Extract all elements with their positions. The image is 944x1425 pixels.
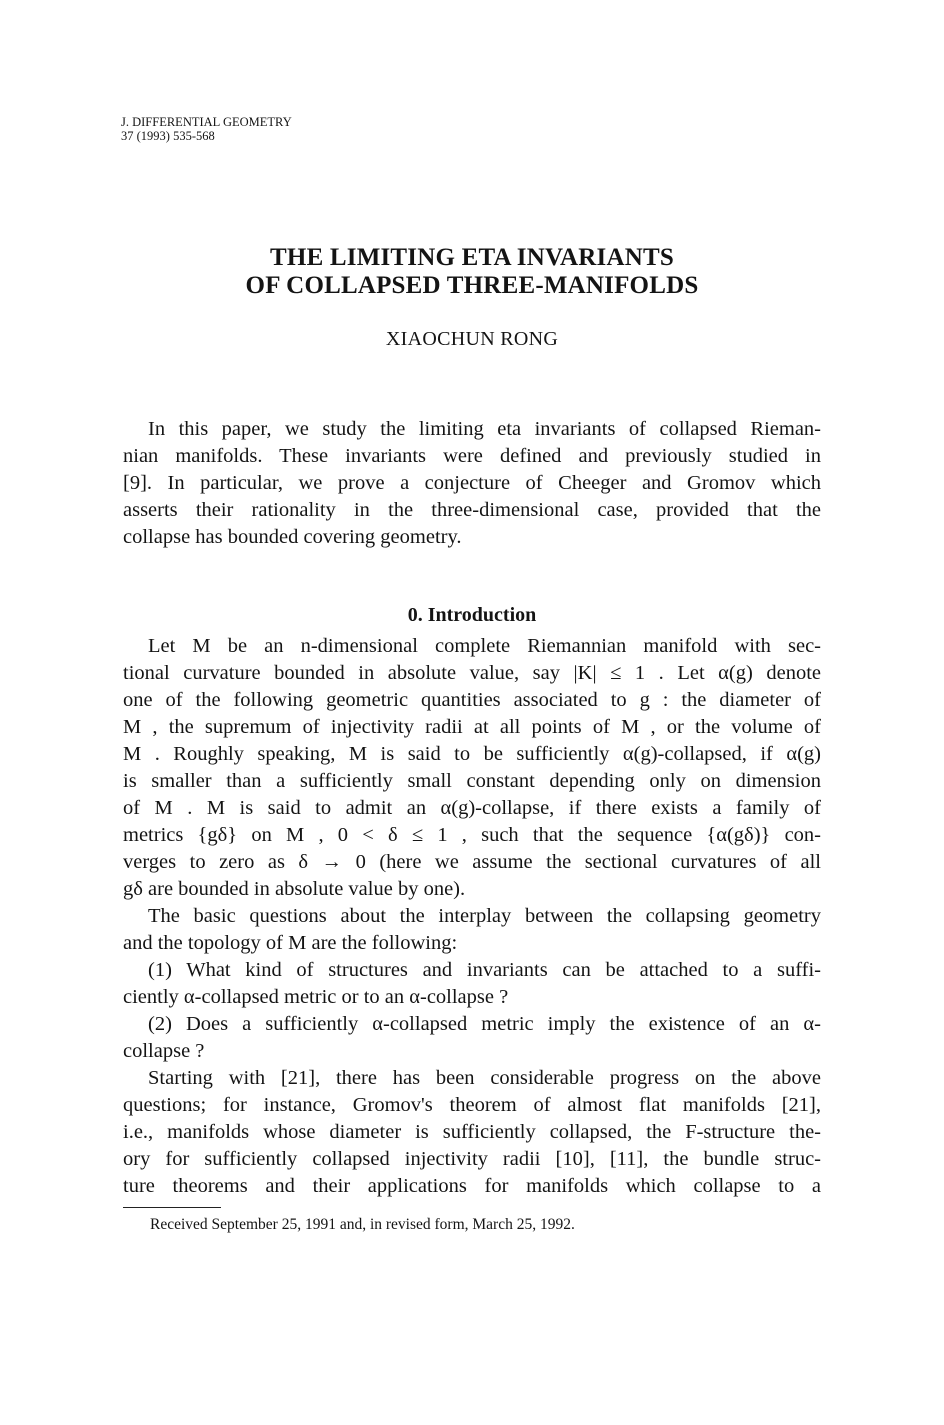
- body-line: ture theorems and their applications for manifolds which collapse to a: [123, 1175, 821, 1197]
- paper-title: [0, 244, 944, 300]
- journal-name: J. DIFFERENTIAL GEOMETRY: [121, 115, 292, 129]
- body-line: gδ are bounded in absolute value by one).: [123, 878, 466, 900]
- journal-citation: 37 (1993) 535-568: [121, 129, 215, 143]
- body-line: tional curvature bounded in absolute value, say |K| ≤ 1 . Let α(g) denote: [123, 662, 821, 684]
- body-line: Let M be an n-dimensional complete Riemannian manifold with sec-: [148, 635, 821, 657]
- abstract: [123, 416, 821, 551]
- body-line: and the topology of M are the following:: [123, 932, 458, 954]
- body-line: ory for sufficiently collapsed injectivity radii [10], [11], the bundle struc-: [123, 1148, 821, 1170]
- introduction-body: [123, 633, 821, 1200]
- abstract-line: nian manifolds. These invariants were defined and previously studied in: [123, 445, 821, 467]
- abstract-line: [9]. In particular, we prove a conjecture of Cheeger and Gromov which: [123, 472, 821, 494]
- footnote-rule: [123, 1207, 221, 1208]
- body-line: ciently α-collapsed metric or to an α-collapse ?: [123, 986, 509, 1008]
- body-line: is smaller than a sufficiently small constant depending only on dimension: [123, 770, 821, 792]
- footnote: Received September 25, 1991 and, in revised form, March 25, 1992.: [150, 1216, 575, 1233]
- author-name: XIAOCHUN RONG: [385, 328, 559, 350]
- title-line-2: OF COLLAPSED THREE-MANIFOLDS: [245, 272, 699, 299]
- abstract-line: In this paper, we study the limiting eta invariants of collapsed Rieman-: [148, 418, 821, 440]
- body-line: i.e., manifolds whose diameter is sufficiently collapsed, the F-structure the-: [123, 1121, 821, 1143]
- body-line: verges to zero as δ → 0 (here we assume the sectional curvatures of all: [123, 851, 821, 873]
- body-line: collapse ?: [123, 1040, 205, 1062]
- body-line: of M . M is said to admit an α(g)-collapse, if there exists a family of: [123, 797, 821, 819]
- body-line: questions; for instance, Gromov's theorem of almost flat manifolds [21],: [123, 1094, 821, 1116]
- body-line: The basic questions about the interplay between the collapsing geometry: [148, 905, 821, 927]
- body-line: M , the supremum of injectivity radii at all points of M , or the volume of: [123, 716, 821, 738]
- body-line: (1) What kind of structures and invariants can be attached to a suffi-: [148, 959, 821, 981]
- body-line: Starting with [21], there has been considerable progress on the above: [148, 1067, 821, 1089]
- abstract-line: collapse has bounded covering geometry.: [123, 526, 462, 548]
- body-line: metrics {gδ} on M , 0 < δ ≤ 1 , such that the sequence {α(gδ)} con-: [123, 824, 821, 846]
- body-line: one of the following geometric quantities associated to g : the diameter of: [123, 689, 821, 711]
- journal-header: [121, 115, 292, 143]
- title-line-1: THE LIMITING ETA INVARIANTS: [270, 244, 674, 271]
- body-line: (2) Does a sufficiently α-collapsed metric imply the existence of an α-: [148, 1013, 821, 1035]
- abstract-line: asserts their rationality in the three-dimensional case, provided that the: [123, 499, 821, 521]
- section-heading: 0. Introduction: [407, 604, 537, 626]
- body-line: M . Roughly speaking, M is said to be sufficiently α(g)-collapsed, if α(g): [123, 743, 821, 765]
